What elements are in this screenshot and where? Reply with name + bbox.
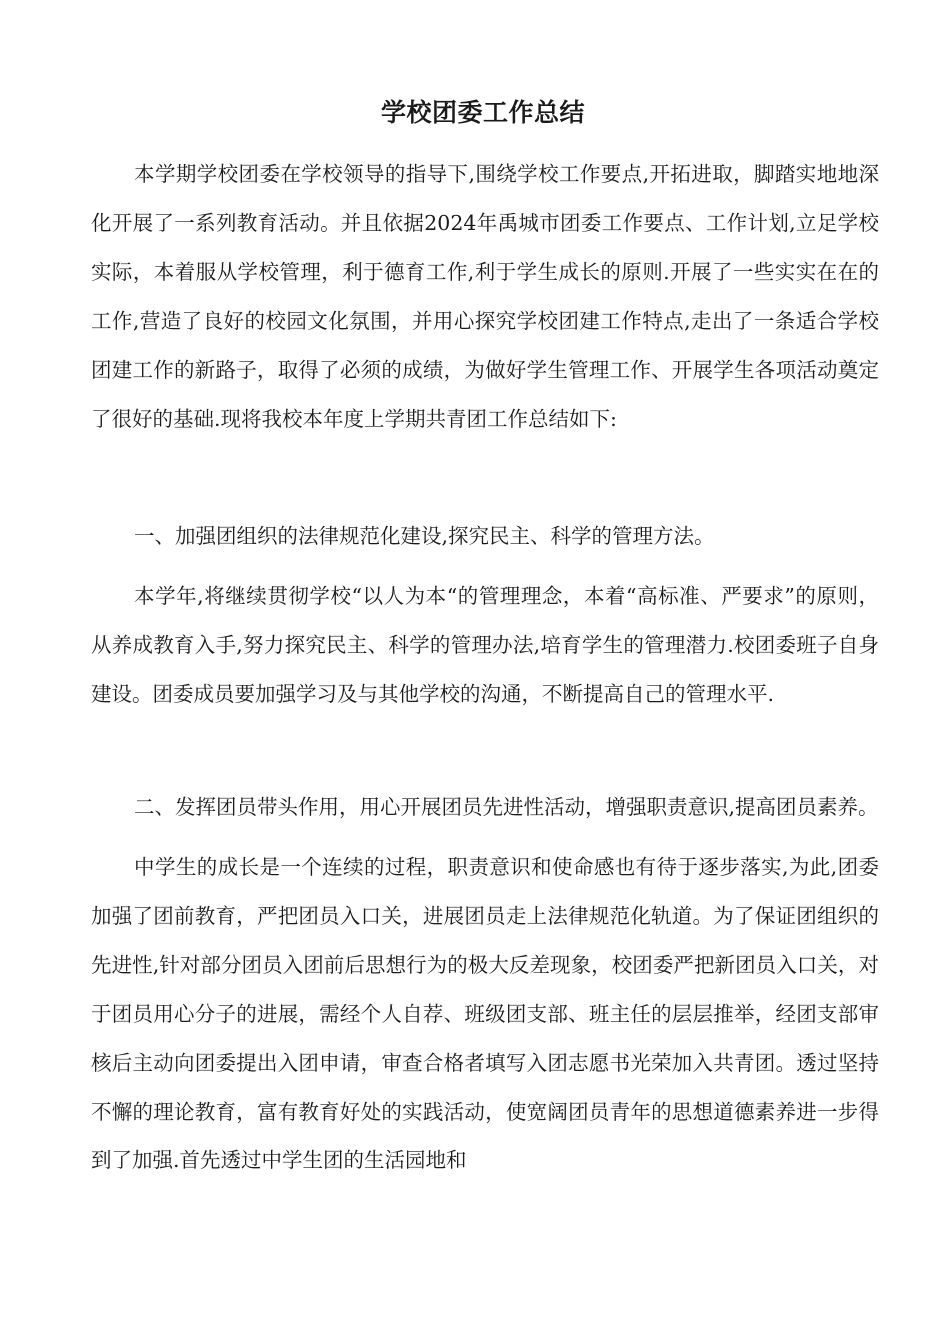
section-paragraph-1: 本学年,将继续贯彻学校“以人为本“的管理理念，本着“高标准、严要求”的原则，从养成教育入手,努力探究民主、科学的管理办法,培育学生的管理潜力.校团委班子自身建设。团委成员要加强学习及与其他学校的沟通，不断提高自己的管理水平. — [91, 584, 879, 706]
document-title: 学校团委工作总结 — [380, 98, 585, 127]
section-heading-2: 二、发挥团员带头作用，用心开展团员先进性活动，增强职责意识,提高团员素养。 — [134, 795, 879, 819]
section-heading-1: 一、加强团组织的法律规范化建设,探究民主、科学的管理方法。 — [134, 524, 715, 548]
intro-paragraph: 本学期学校团委在学校领导的指导下,围绕学校工作要点,开拓进取，脚踏实地地深化开展了一系列教育活动。并且依据2024年禹城市团委工作要点、工作计划,立足学校实际，本着服从学校管理，利于德育工作,利于学生成长的原则.开展了一些实实在在的工作,营造了良好的校园文化氛围，并用心探究学校团建工作特点,走出了一条适合学校团建工作的新路子，取得了必须的成绩，为做好学生管理工作、开展学生各项活动奠定了很好的基础.现将我校本年度上学期共青团工作总结如下: — [91, 162, 879, 431]
section-paragraph-2: 中学生的成长是一个连续的过程，职责意识和使命感也有待于逐步落实,为此,团委加强了团前教育，严把团员入口关，进展团员走上法律规范化轨道。为了保证团组织的先进性,针对部分团员入团前后思想行为的极大反差现象，校团委严把新团员入口关，对于团员用心分子的进展，需经个人自荐、班级团支部、班主任的层层推举，经团支部审核后主动向团委提出入团申请，审查合格者填写入团志愿书光荣加入共青团。透过坚持不懈的理论教育，富有教育好处的实践活动，使宽阔团员青年的思想道德素养进一步得到了加强.首先透过中学生团的生活园地和 — [91, 855, 879, 1173]
